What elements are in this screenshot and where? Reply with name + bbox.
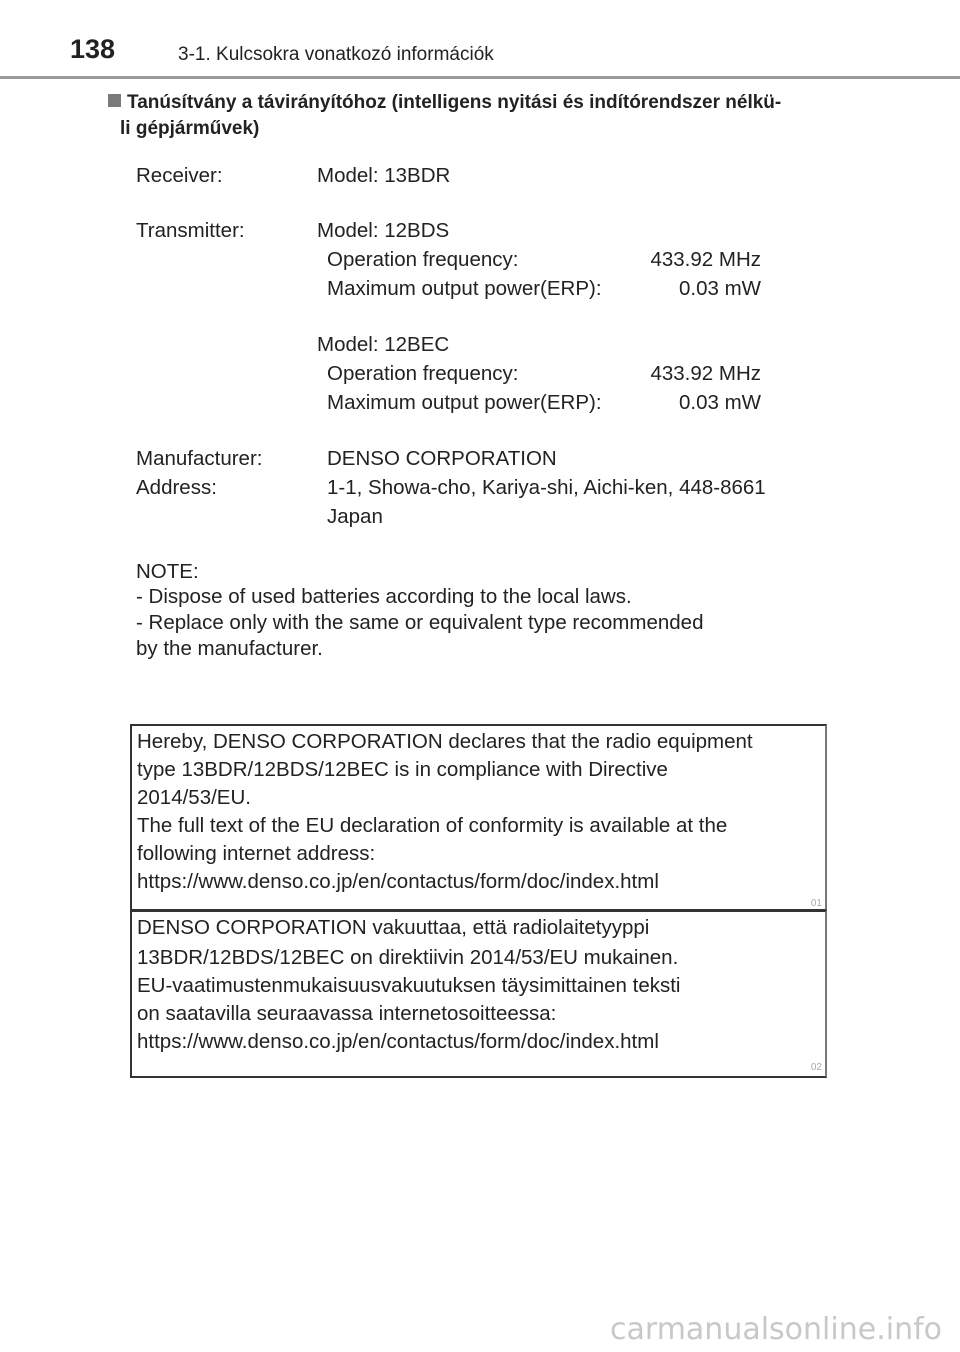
header-divider <box>0 76 960 79</box>
declaration-box-fi <box>130 910 827 1078</box>
heading-line-2: li gépjárművek) <box>120 118 260 139</box>
transmitter-model: Model: 12BDS <box>317 219 450 242</box>
declaration-line: DENSO CORPORATION vakuuttaa, että radiolaitetyyppi <box>137 916 650 939</box>
declaration-line: EU-vaatimustenmukaisuusvakuutuksen täysimittainen teksti <box>137 974 681 997</box>
note-title: NOTE: <box>136 560 199 583</box>
address-label: Address: <box>136 476 217 499</box>
heading-line-1: Tanúsítvány a távirányítóhoz (intelligens nyitási és indítórendszer nélkü- <box>127 92 782 113</box>
power-label: Maximum output power(ERP): <box>327 277 602 300</box>
section-heading <box>108 90 868 142</box>
power-value: 0.03 mW <box>678 277 761 300</box>
transmitter-model: Model: 12BEC <box>317 333 450 356</box>
declaration-line: type 13BDR/12BDS/12BEC is in compliance with Directive <box>137 758 668 781</box>
declaration-box-en <box>130 724 827 910</box>
page-number: 138 <box>70 34 116 64</box>
transmitter-label: Transmitter: <box>136 219 245 242</box>
declaration-line: on saatavilla seuraavassa internetosoitteessa: <box>137 1002 557 1025</box>
box-code: 02 <box>810 1062 822 1073</box>
section-title: 3-1. Kulcsokra vonatkozó információk <box>178 44 494 65</box>
declaration-line: 2014/53/EU. <box>137 786 251 809</box>
note-line: by the manufacturer. <box>136 637 323 660</box>
declaration-url: https://www.denso.co.jp/en/contactus/form/doc/index.html <box>137 1030 659 1053</box>
declaration-line: The full text of the EU declaration of conformity is available at the <box>137 814 728 837</box>
frequency-label: Operation frequency: <box>327 248 519 271</box>
manufacturer-value: DENSO CORPORATION <box>327 447 557 470</box>
frequency-value: 433.92 MHz <box>650 362 761 385</box>
declaration-url: https://www.denso.co.jp/en/contactus/form/doc/index.html <box>137 870 659 893</box>
page-header <box>0 0 960 80</box>
note-line: - Dispose of used batteries according to the local laws. <box>136 585 632 608</box>
declaration-line: 13BDR/12BDS/12BEC on direktiivin 2014/53/EU mukainen. <box>137 946 679 969</box>
manufacturer-label: Manufacturer: <box>136 447 263 470</box>
address-line-1: 1-1, Showa-cho, Kariya-shi, Aichi-ken, 448-8661 <box>327 476 766 499</box>
note-line: - Replace only with the same or equivalent type recommended <box>136 611 704 634</box>
frequency-value: 433.92 MHz <box>650 248 761 271</box>
address-line-2: Japan <box>327 505 383 528</box>
box-code: 01 <box>810 898 822 909</box>
declaration-line: following internet address: <box>137 842 376 865</box>
declaration-line: Hereby, DENSO CORPORATION declares that the radio equipment <box>137 730 753 753</box>
bullet-square-icon <box>108 94 121 107</box>
power-value: 0.03 mW <box>678 391 761 414</box>
power-label: Maximum output power(ERP): <box>327 391 602 414</box>
receiver-model: Model: 13BDR <box>317 164 451 187</box>
frequency-label: Operation frequency: <box>327 362 519 385</box>
receiver-label: Receiver: <box>136 164 223 187</box>
watermark-text: carmanualsonline.info <box>610 1312 942 1347</box>
